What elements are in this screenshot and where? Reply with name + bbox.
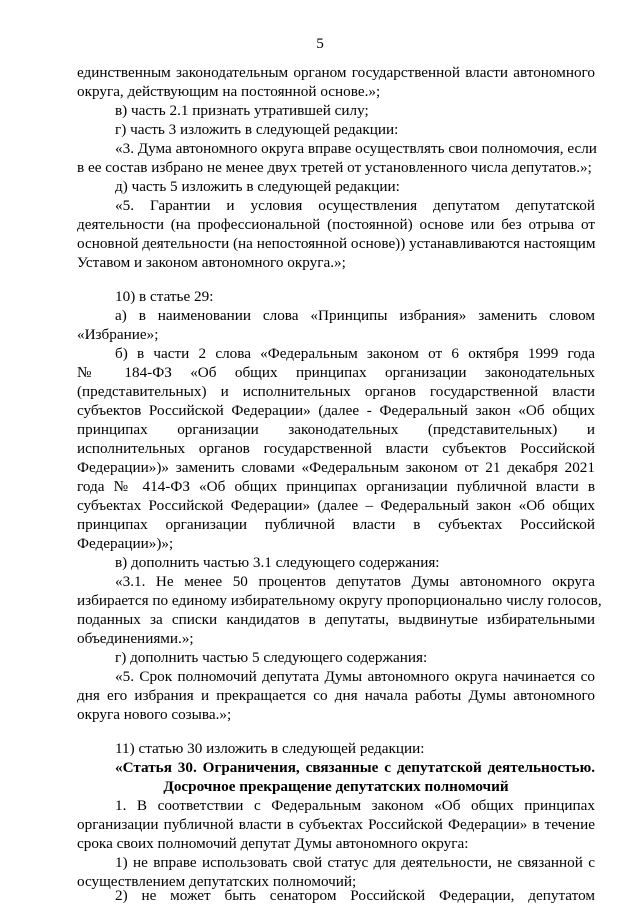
text-line: субъектов Российской Федерации» (далее - Федеральный закон «Об общих: [77, 402, 595, 419]
text-line: принципах организации законодательных (представительных) и: [77, 421, 595, 438]
text-line: в ее состав избрано не менее двух третей от установленного числа депутатов.»;: [77, 159, 592, 176]
text-line: субъектах Российской Федерации» (далее – Федеральный закон «Об общих: [77, 497, 595, 514]
text-line: основной деятельности (на непостоянной основе)) устанавливаются настоящим: [77, 235, 596, 252]
text-line: «Избрание»;: [77, 326, 159, 343]
text-line: (представительных) и исполнительных органов государственной власти: [77, 383, 595, 400]
text-line: д) часть 5 изложить в следующей редакции:: [115, 178, 400, 195]
text-line: поданных за списки кандидатов в депутаты, выдвинутые избирательными: [77, 611, 595, 628]
text-line: округа нового созыва.»;: [77, 706, 232, 723]
text-line: осуществлением депутатских полномочий;: [77, 873, 357, 890]
page-number: 5: [316, 35, 324, 52]
text-line: г) часть 3 изложить в следующей редакции:: [115, 121, 399, 138]
text-line: Федерации»)» заменить словами «Федеральным законом от 21 декабря 2021: [77, 459, 595, 476]
article-subtitle: Досрочное прекращение депутатских полномочий: [163, 778, 509, 795]
text-line: 2) не может быть сенатором Российской Федерации, депутатом: [115, 887, 595, 904]
text-line: в) часть 2.1 признать утратившей силу;: [115, 102, 369, 119]
text-line: срока своих полномочий депутат Думы автономного округа:: [77, 835, 469, 852]
text-line: б) в части 2 слова «Федеральным законом от 6 октября 1999 года: [115, 345, 595, 362]
text-line: «3. Дума автономного округа вправе осуществлять свои полномочия, если: [115, 140, 597, 157]
text-line: «5. Гарантии и условия осуществления депутатом депутатской: [115, 197, 595, 214]
text-line: дня его избрания и прекращается со дня начала работы Думы автономного: [77, 687, 595, 704]
text-line: года № 414-ФЗ «Об общих принципах организации публичной власти в: [77, 478, 595, 495]
article-title: «Статья 30. Ограничения, связанные с депутатской деятельностью.: [115, 759, 595, 776]
text-line: в) дополнить частью 3.1 следующего содержания:: [115, 554, 440, 571]
text-line: деятельности (на профессиональной (постоянной) основе или без отрыва от: [77, 216, 595, 233]
text-line: № 184-ФЗ «Об общих принципах организации законодательных: [77, 364, 595, 381]
text-line: Федерации»)»;: [77, 535, 174, 552]
list-item-heading: 10) в статье 29:: [115, 288, 214, 305]
text-line: единственным законодательным органом государственной власти автономного: [77, 64, 595, 81]
text-line: 1. В соответствии с Федеральным законом «Об общих принципах: [115, 797, 595, 814]
text-line: исполнительных органов государственной власти субъектов Российской: [77, 440, 595, 457]
text-line: 1) не вправе использовать свой статус для деятельности, не связанной с: [115, 854, 595, 871]
text-line: организации публичной власти в субъектах Российской Федерации» в течение: [77, 816, 595, 833]
text-line: «5. Срок полномочий депутата Думы автономного округа начинается со: [115, 668, 595, 685]
text-line: «3.1. Не менее 50 процентов депутатов Думы автономного округа: [115, 573, 595, 590]
list-item-heading: 11) статью 30 изложить в следующей редакции:: [115, 740, 425, 757]
text-line: г) дополнить частью 5 следующего содержания:: [115, 649, 428, 666]
text-line: избирается по единому избирательному округу пропорционально числу голосов,: [77, 592, 602, 609]
text-line: Уставом и законом автономного округа.»;: [77, 254, 346, 271]
text-line: объединениями.»;: [77, 630, 194, 647]
text-line: принципах организации публичной власти в субъектах Российской: [77, 516, 595, 533]
text-line: округа, действующим на постоянной основе.»;: [77, 83, 381, 100]
text-line: а) в наименовании слова «Принципы избрания» заменить словом: [115, 307, 595, 324]
